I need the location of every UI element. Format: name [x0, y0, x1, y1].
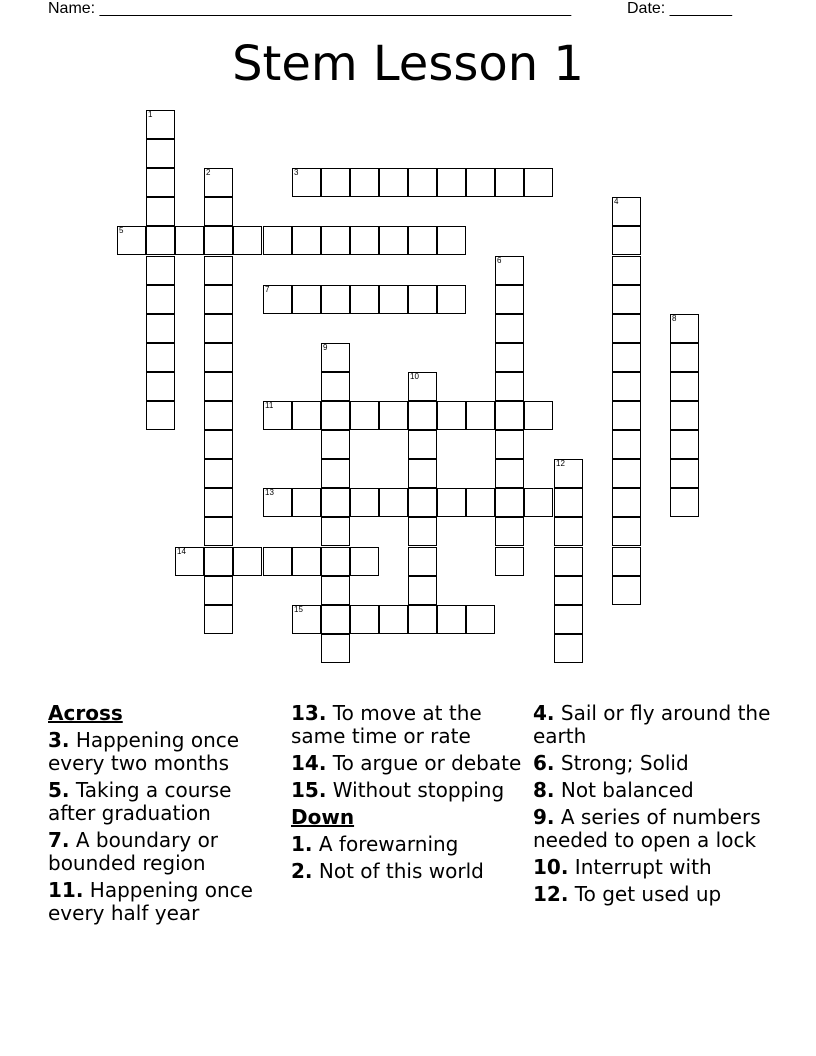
crossword-cell[interactable] [350, 547, 379, 576]
clue-across-13 [291, 702, 526, 748]
clues-column-2 [291, 702, 526, 887]
crossword-cell[interactable] [437, 226, 466, 255]
crossword-cell[interactable] [554, 459, 583, 488]
clue-across-3 [48, 729, 278, 775]
crossword-cell[interactable] [437, 605, 466, 634]
crossword-cell[interactable] [321, 605, 350, 634]
crossword-cell[interactable] [554, 517, 583, 546]
crossword-cell[interactable] [321, 372, 350, 401]
cell-number: 4 [614, 197, 619, 206]
clue-number: 5. [48, 778, 70, 802]
clue-number: 7. [48, 828, 70, 852]
crossword-cell[interactable] [554, 488, 583, 517]
crossword-cell[interactable] [612, 226, 641, 255]
name-field[interactable]: Name: _____________________________________________________ [48, 0, 572, 17]
crossword-cell[interactable] [146, 285, 175, 314]
crossword-cell[interactable] [408, 168, 437, 197]
clue-number: 13. [291, 701, 327, 725]
crossword-cell[interactable] [612, 517, 641, 546]
clues-column-3 [533, 702, 773, 910]
crossword-cell[interactable] [670, 459, 699, 488]
crossword-cell[interactable] [524, 401, 553, 430]
crossword-cell[interactable] [292, 488, 321, 517]
crossword-cell[interactable] [612, 314, 641, 343]
crossword-cell[interactable] [554, 547, 583, 576]
crossword-cell[interactable] [175, 547, 204, 576]
crossword-cell[interactable] [379, 168, 408, 197]
crossword-cell[interactable] [437, 401, 466, 430]
crossword-cell[interactable] [670, 314, 699, 343]
crossword-cell[interactable] [466, 168, 495, 197]
crossword-cell[interactable] [350, 605, 379, 634]
crossword-cell[interactable] [146, 197, 175, 226]
crossword-cell[interactable] [321, 517, 350, 546]
crossword-cell[interactable] [146, 110, 175, 139]
crossword-cell[interactable] [146, 372, 175, 401]
crossword-cell[interactable] [146, 168, 175, 197]
clue-down-2 [291, 860, 526, 883]
crossword-cell[interactable] [321, 634, 350, 663]
cell-number: 5 [119, 226, 124, 235]
crossword-cell[interactable] [350, 401, 379, 430]
crossword-cell[interactable] [670, 401, 699, 430]
crossword-cell[interactable] [524, 168, 553, 197]
crossword-cell[interactable] [524, 488, 553, 517]
crossword-cell[interactable] [670, 430, 699, 459]
date-field[interactable]: Date: _______ [627, 0, 732, 17]
clue-number: 8. [533, 778, 555, 802]
crossword-cell[interactable] [204, 547, 233, 576]
crossword-cell[interactable] [612, 197, 641, 226]
clue-down-8 [533, 779, 773, 802]
crossword-cell[interactable] [146, 314, 175, 343]
clue-across-11 [48, 879, 278, 925]
crossword-cell[interactable] [204, 197, 233, 226]
crossword-cell[interactable] [495, 401, 524, 430]
crossword-cell[interactable] [495, 372, 524, 401]
cell-number: 7 [265, 285, 270, 294]
crossword-cell[interactable] [292, 401, 321, 430]
crossword-cell[interactable] [495, 256, 524, 285]
cell-number: 12 [556, 459, 565, 468]
crossword-cell[interactable] [292, 285, 321, 314]
crossword-cell[interactable] [495, 459, 524, 488]
crossword-cell[interactable] [146, 343, 175, 372]
clue-across-7 [48, 829, 278, 875]
crossword-cell[interactable] [292, 605, 321, 634]
clue-text: To move at the same time or rate [291, 701, 482, 748]
crossword-cell[interactable] [321, 459, 350, 488]
crossword-cell[interactable] [321, 168, 350, 197]
crossword-cell[interactable] [321, 343, 350, 372]
clue-across-15 [291, 779, 526, 802]
crossword-cell[interactable] [408, 372, 437, 401]
crossword-cell[interactable] [204, 488, 233, 517]
clue-down-1 [291, 833, 526, 856]
clues-column-1 [48, 702, 278, 929]
crossword-cell[interactable] [670, 488, 699, 517]
crossword-cell[interactable] [204, 517, 233, 546]
crossword-cell[interactable] [612, 430, 641, 459]
crossword-cell[interactable] [408, 517, 437, 546]
clue-number: 12. [533, 882, 569, 906]
clue-down-12 [533, 883, 773, 906]
crossword-cell[interactable] [204, 226, 233, 255]
cell-number: 10 [410, 372, 419, 381]
crossword-cell[interactable] [350, 488, 379, 517]
crossword-cell[interactable] [437, 285, 466, 314]
clue-text: Not balanced [560, 778, 694, 802]
clue-text: To argue or debate [332, 751, 522, 775]
crossword-cell[interactable] [612, 256, 641, 285]
crossword-cell[interactable] [612, 576, 641, 605]
crossword-cell[interactable] [554, 605, 583, 634]
cell-number: 6 [497, 256, 502, 265]
crossword-cell[interactable] [495, 343, 524, 372]
clue-text: A forewarning [318, 832, 459, 856]
crossword-cell[interactable] [204, 430, 233, 459]
crossword-cell[interactable] [495, 430, 524, 459]
clue-down-4 [533, 702, 773, 748]
crossword-cell[interactable] [146, 226, 175, 255]
crossword-cell[interactable] [466, 605, 495, 634]
clue-text: To get used up [574, 882, 722, 906]
crossword-cell[interactable] [495, 517, 524, 546]
page-title: Stem Lesson 1 [232, 36, 584, 92]
crossword-cell[interactable] [408, 401, 437, 430]
crossword-cell[interactable] [379, 488, 408, 517]
cell-number: 11 [265, 401, 274, 410]
clue-number: 14. [291, 751, 327, 775]
cell-number: 2 [206, 168, 211, 177]
clue-text: Taking a course after graduation [48, 778, 232, 825]
crossword-cell[interactable] [350, 168, 379, 197]
crossword-cell[interactable] [204, 605, 233, 634]
crossword-cell[interactable] [612, 488, 641, 517]
crossword-cell[interactable] [321, 488, 350, 517]
clue-number: 1. [291, 832, 313, 856]
clue-down-10 [533, 856, 773, 879]
crossword-cell[interactable] [670, 372, 699, 401]
clue-text: A boundary or bounded region [48, 828, 219, 875]
crossword-cell[interactable] [321, 401, 350, 430]
crossword-cell[interactable] [263, 285, 292, 314]
crossword-cell[interactable] [146, 256, 175, 285]
crossword-cell[interactable] [554, 634, 583, 663]
crossword-cell[interactable] [204, 285, 233, 314]
crossword-cell[interactable] [408, 226, 437, 255]
crossword-cell[interactable] [408, 547, 437, 576]
cell-number: 15 [294, 605, 303, 614]
clue-number: 4. [533, 701, 555, 725]
clue-number: 9. [533, 805, 555, 829]
clue-text: A series of numbers needed to open a lock [533, 805, 761, 852]
crossword-cell[interactable] [612, 547, 641, 576]
cell-number: 1 [148, 110, 153, 119]
cell-number: 13 [265, 488, 274, 497]
clue-text: Happening once every half year [48, 878, 253, 925]
crossword-cell[interactable] [204, 168, 233, 197]
crossword-cell[interactable] [263, 401, 292, 430]
crossword-cell[interactable] [379, 226, 408, 255]
worksheet-header [48, 0, 748, 20]
crossword-cell[interactable] [612, 459, 641, 488]
clue-text: Happening once every two months [48, 728, 240, 775]
crossword-cell[interactable] [437, 488, 466, 517]
crossword-cell[interactable] [350, 285, 379, 314]
crossword-cell[interactable] [146, 401, 175, 430]
clue-number: 15. [291, 778, 327, 802]
crossword-cell[interactable] [350, 226, 379, 255]
crossword-cell[interactable] [612, 372, 641, 401]
crossword-cell[interactable] [612, 285, 641, 314]
crossword-cell[interactable] [233, 547, 262, 576]
clue-number: 3. [48, 728, 70, 752]
crossword-cell[interactable] [321, 285, 350, 314]
clue-number: 11. [48, 878, 84, 902]
crossword-cell[interactable] [204, 314, 233, 343]
crossword-cell[interactable] [495, 285, 524, 314]
crossword-cell[interactable] [263, 547, 292, 576]
crossword-cell[interactable] [263, 488, 292, 517]
clue-down-6 [533, 752, 773, 775]
clue-number: 2. [291, 859, 313, 883]
crossword-cell[interactable] [408, 285, 437, 314]
crossword-cell[interactable] [379, 401, 408, 430]
crossword-cell[interactable] [204, 256, 233, 285]
crossword-cell[interactable] [408, 459, 437, 488]
crossword-cell[interactable] [408, 576, 437, 605]
crossword-cell[interactable] [379, 605, 408, 634]
across-heading: Across [48, 701, 123, 725]
crossword-cell[interactable] [175, 226, 204, 255]
crossword-cell[interactable] [204, 459, 233, 488]
crossword-cell[interactable] [495, 168, 524, 197]
crossword-cell[interactable] [321, 576, 350, 605]
clue-across-5 [48, 779, 278, 825]
crossword-cell[interactable] [321, 547, 350, 576]
crossword-cell[interactable] [670, 343, 699, 372]
clue-text: Not of this world [318, 859, 484, 883]
clue-number: 6. [533, 751, 555, 775]
clue-number: 10. [533, 855, 569, 879]
crossword-cell[interactable] [292, 226, 321, 255]
crossword-cell[interactable] [204, 343, 233, 372]
crossword-cell[interactable] [612, 343, 641, 372]
crossword-cell[interactable] [408, 488, 437, 517]
crossword-cell[interactable] [292, 168, 321, 197]
crossword-cell[interactable] [117, 226, 146, 255]
cell-number: 8 [672, 314, 677, 323]
cell-number: 14 [177, 547, 186, 556]
cell-number: 3 [294, 168, 299, 177]
crossword-cell[interactable] [263, 226, 292, 255]
cell-number: 9 [323, 343, 328, 352]
crossword-cell[interactable] [204, 372, 233, 401]
crossword-cell[interactable] [495, 488, 524, 517]
crossword-cell[interactable] [554, 576, 583, 605]
clue-text: Without stopping [332, 778, 505, 802]
crossword-cell[interactable] [379, 285, 408, 314]
crossword-cell[interactable] [408, 430, 437, 459]
crossword-cell[interactable] [146, 139, 175, 168]
crossword-cell[interactable] [466, 401, 495, 430]
clue-across-14 [291, 752, 526, 775]
clue-text: Strong; Solid [560, 751, 689, 775]
crossword-cell[interactable] [292, 547, 321, 576]
down-heading: Down [291, 805, 355, 829]
clue-text: Sail or fly around the earth [533, 701, 771, 748]
crossword-cell[interactable] [495, 314, 524, 343]
crossword-cell[interactable] [612, 401, 641, 430]
crossword-cell[interactable] [408, 605, 437, 634]
crossword-cell[interactable] [204, 576, 233, 605]
crossword-cell[interactable] [495, 547, 524, 576]
crossword-cell[interactable] [233, 226, 262, 255]
crossword-cell[interactable] [466, 488, 495, 517]
crossword-cell[interactable] [321, 430, 350, 459]
crossword-cell[interactable] [437, 168, 466, 197]
clue-down-9 [533, 806, 773, 852]
crossword-cell[interactable] [204, 401, 233, 430]
clue-text: Interrupt with [574, 855, 712, 879]
crossword-cell[interactable] [321, 226, 350, 255]
